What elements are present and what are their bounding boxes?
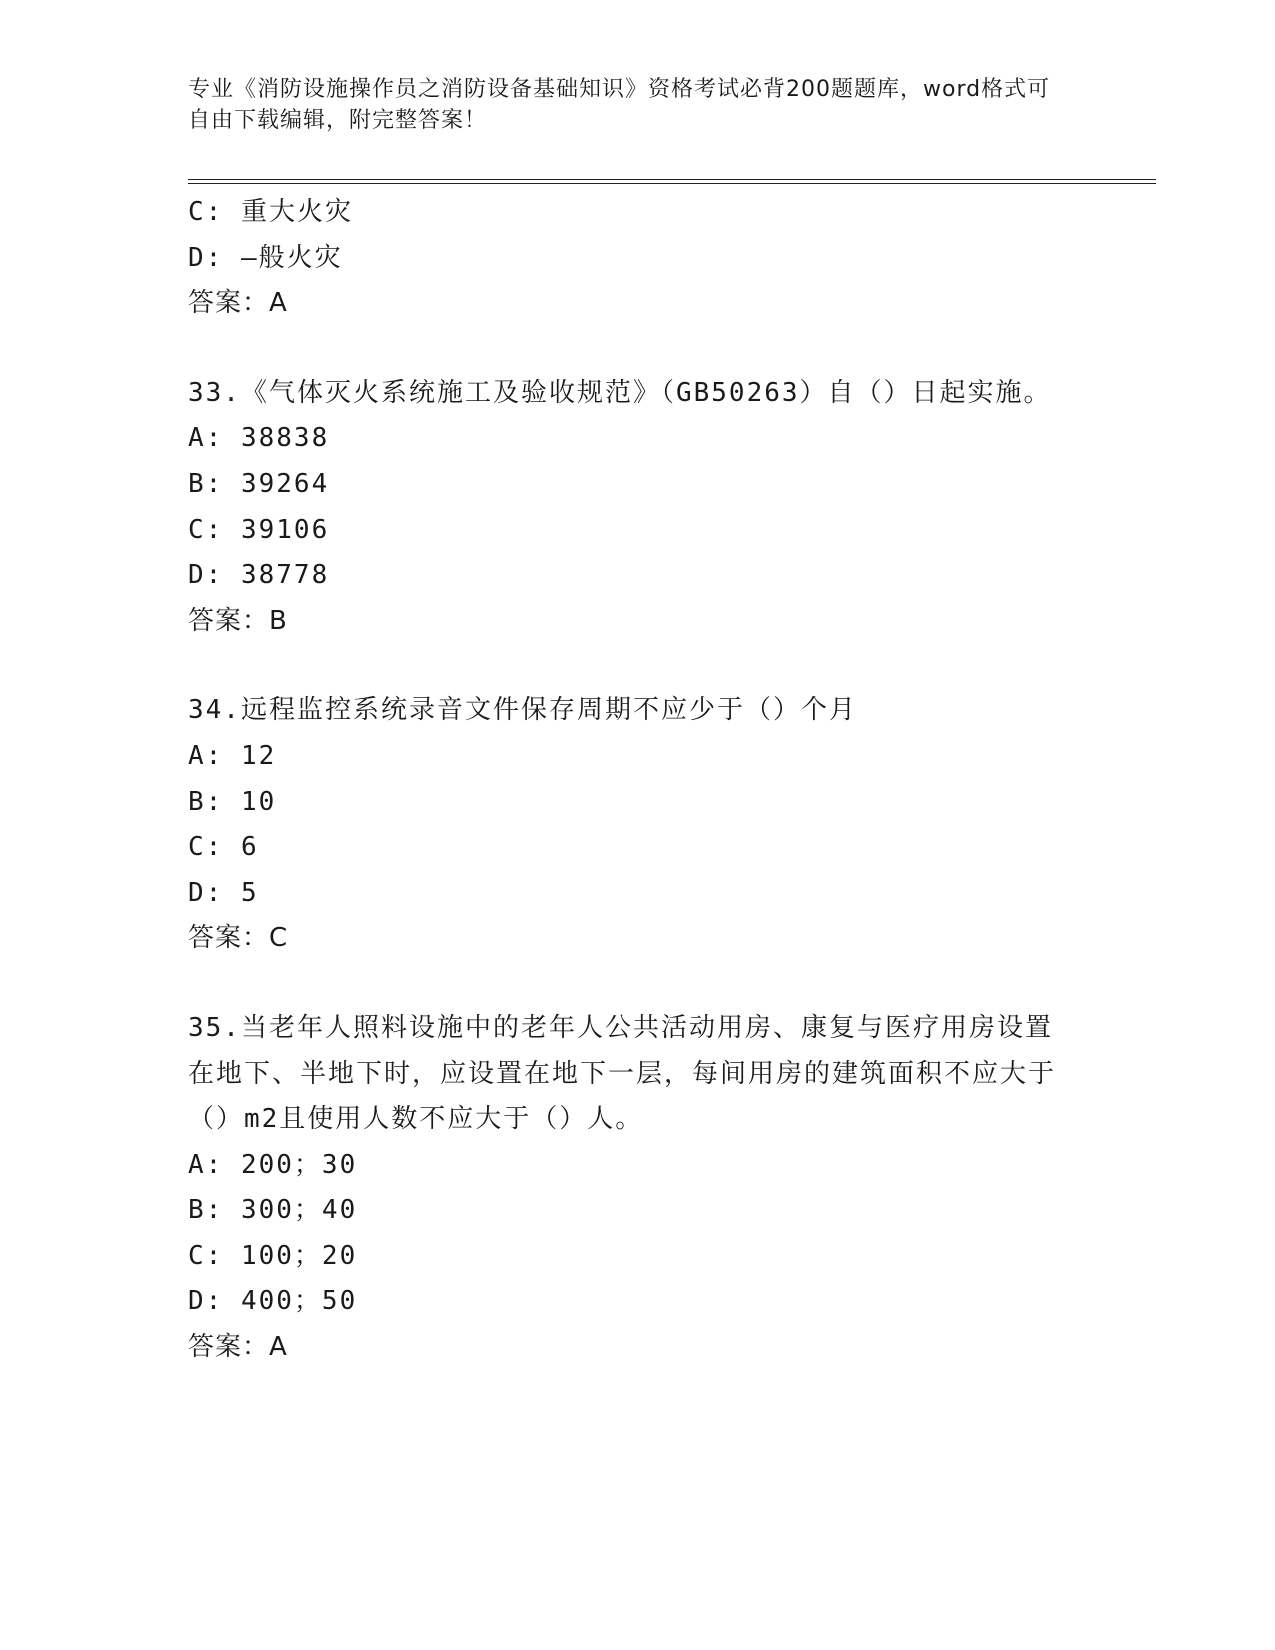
answer-line: 答案：A bbox=[188, 288, 288, 319]
option-b: B: 10 bbox=[188, 786, 277, 817]
header-divider-bottom bbox=[188, 183, 1156, 184]
option-c: C: 39106 bbox=[188, 514, 330, 545]
question-text: 34.远程监控系统录音文件保存周期不应少于（）个月 bbox=[188, 695, 857, 726]
option-d: D: 5 bbox=[188, 877, 259, 908]
question-text: 33.《气体灭火系统施工及验收规范》（GB50263）自（）日起实施。 bbox=[188, 377, 1052, 408]
question-text: 35.当老年人照料设施中的老年人公共活动用房、康复与医疗用房设置在地下、半地下时，应设置在地下一层，每间用房的建筑面积不应大于（）m2且使用人数不应大于（）人。 bbox=[188, 1012, 1057, 1135]
answer-line: 答案：C bbox=[188, 923, 289, 954]
option-c: C: 重大火灾 bbox=[188, 197, 353, 227]
option-c: C: 6 bbox=[188, 832, 259, 863]
option-a: A: 200；30 bbox=[188, 1149, 358, 1180]
option-a: A: 38838 bbox=[188, 423, 330, 454]
answer-line: 答案：A bbox=[188, 1332, 288, 1363]
question-33 bbox=[188, 371, 1088, 645]
option-d: D: 38778 bbox=[188, 560, 330, 591]
question-35 bbox=[188, 1006, 1088, 1371]
option-d: D: —般火灾 bbox=[188, 242, 343, 273]
spacer bbox=[188, 644, 1088, 688]
document-header: 专业《消防设施操作员之消防设备基础知识》资格考试必背200题题库，word格式可自由下载编辑，附完整答案！ bbox=[188, 77, 1051, 133]
option-b: B: 39264 bbox=[188, 468, 330, 499]
option-b: B: 300；40 bbox=[188, 1195, 358, 1226]
spacer bbox=[188, 962, 1088, 1006]
answer-line: 答案：B bbox=[188, 605, 288, 636]
option-d: D: 400；50 bbox=[188, 1286, 358, 1317]
option-c: C: 100；20 bbox=[188, 1240, 358, 1271]
question-list bbox=[188, 190, 1088, 1371]
spacer bbox=[188, 327, 1088, 371]
header-divider-top bbox=[188, 179, 1156, 180]
question-34 bbox=[188, 688, 1088, 962]
option-a: A: 12 bbox=[188, 740, 277, 771]
